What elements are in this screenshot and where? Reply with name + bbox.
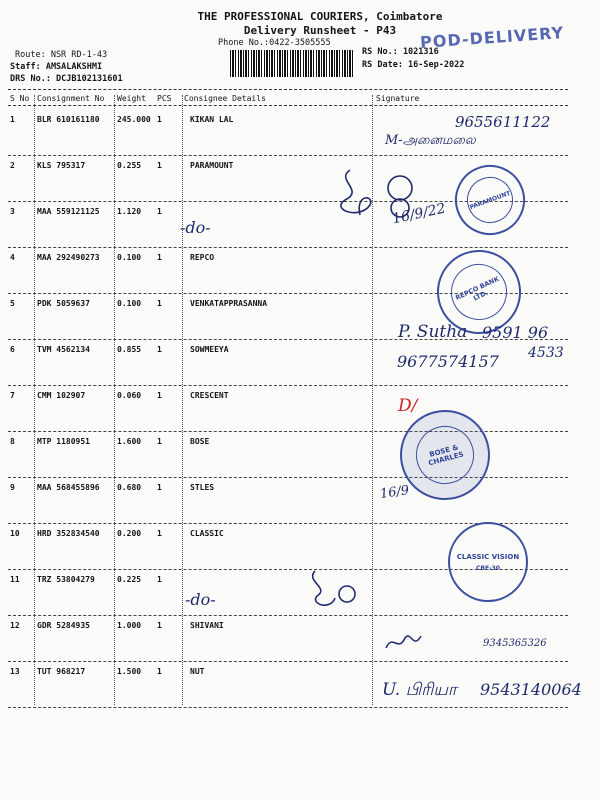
row-pcs: 1 [157,391,162,400]
handwritten-date: 16/9/22 [390,200,448,228]
row-pcs: 1 [157,115,162,124]
row-consignment: TRZ 53804279 [37,575,95,584]
phone-number: Phone No.:0422-3505555 [218,38,331,48]
handwritten-number: 9591 96 [482,323,549,342]
table-row [0,483,600,529]
seal-text: REPCO BANK LTD. [454,274,501,303]
handwritten-name: M-அனைமலை [385,133,476,148]
row-sno: 4 [10,253,15,262]
rs-date: RS Date: 16-Sep-2022 [362,60,465,70]
row-consignment: MAA 292490273 [37,253,100,262]
row-sno: 3 [10,207,15,216]
row-consignee: PARAMOUNT [190,161,234,170]
col-weight: Weight [117,94,146,103]
row-rule [8,707,568,708]
row-sno: 13 [10,667,20,676]
handwritten-mark: D/ [398,396,418,416]
row-consignee: REPCO [190,253,215,262]
row-pcs: 1 [157,253,162,262]
seal-text: PARAMOUNT [468,189,512,211]
handwritten-number: 9543140064 [480,680,582,699]
handwritten-number: 4533 [528,345,564,361]
handwritten-phone: 9655611122 [455,113,551,131]
row-pcs: 1 [157,575,162,584]
row-consignment: MAA 568455896 [37,483,100,492]
document-subtitle: Delivery Runsheet - P43 [243,24,397,37]
signature-scribble [305,566,360,616]
handwritten-ditto: -do- [185,590,216,609]
row-sno: 1 [10,115,15,124]
seal-text: CBE-30 [476,564,500,572]
row-consignee: BOSE [190,437,210,446]
row-consignee: CRESCENT [190,391,229,400]
row-consignee: VENKATAPPRASANNA [190,299,268,308]
row-consignee: SHIVANI [190,621,224,630]
classic-vision-seal [448,522,528,602]
row-weight: 0.855 [117,345,142,354]
row-weight: 1.000 [117,621,142,630]
drs-number: DRS No.: DCJB102131601 [10,74,123,84]
row-weight: 0.255 [117,161,142,170]
row-weight: 1.600 [117,437,142,446]
row-sno: 7 [10,391,15,400]
pod-delivery-stamp: POD-DELIVERY [419,22,565,53]
col-sno: S No [10,94,30,103]
col-signature: Signature [376,94,420,103]
document-title: THE PROFESSIONAL COURIERS, Coimbatore [197,10,443,23]
row-sno: 10 [10,529,20,538]
row-consignment: HRD 352834540 [37,529,100,538]
row-weight: 1.120 [117,207,142,216]
row-rule [8,385,568,386]
row-sno: 5 [10,299,15,308]
row-rule [8,615,568,616]
row-weight: 0.200 [117,529,142,538]
row-consignment: MTP 1180951 [37,437,90,446]
header-rule-bottom [8,105,568,106]
header-rule-top [8,89,568,90]
row-consignee: SOWMEEYA [190,345,229,354]
seal-text: BOSE & CHARLES [427,443,465,468]
handwritten-number: 9345365326 [483,638,547,649]
row-pcs: 1 [157,529,162,538]
row-sno: 12 [10,621,20,630]
handwritten-date: 16/9 [379,483,411,502]
row-consignment: PDK 5059637 [37,299,90,308]
row-weight: 0.225 [117,575,142,584]
row-consignee: STLES [190,483,215,492]
row-weight: 0.100 [117,253,142,262]
seal-text: CLASSIC VISION [456,552,520,561]
row-pcs: 1 [157,299,162,308]
row-pcs: 1 [157,207,162,216]
row-sno: 6 [10,345,15,354]
row-sno: 11 [10,575,20,584]
row-weight: 0.060 [117,391,142,400]
row-pcs: 1 [157,345,162,354]
table-row [0,345,600,391]
table-row [0,391,600,437]
staff-info: Staff: AMSALAKSHMI [10,62,103,72]
row-weight: 0.100 [117,299,142,308]
col-consignment: Consignment No [37,94,105,103]
row-weight: 0.680 [117,483,142,492]
row-consignment: MAA 559121125 [37,207,100,216]
row-rule [8,661,568,662]
handwritten-name: U. பிரியா [382,680,457,700]
rs-number: RS No.: 1021316 [362,47,439,57]
table-row [0,437,600,483]
row-weight: 1.500 [117,667,142,676]
row-consignment: KLS 795317 [37,161,86,170]
row-sno: 8 [10,437,15,446]
route-info: Route: NSR RD-1-43 [15,50,108,60]
row-pcs: 1 [157,483,162,492]
row-pcs: 1 [157,621,162,630]
row-sno: 9 [10,483,15,492]
barcode [230,50,355,77]
row-pcs: 1 [157,437,162,446]
signature-scribble [383,628,423,658]
row-consignment: BLR 610161180 [37,115,100,124]
row-consignee: KIKAN LAL [190,115,234,124]
row-consignee: CLASSIC [190,529,224,538]
row-pcs: 1 [157,161,162,170]
row-consignment: CMM 102907 [37,391,86,400]
col-pcs: PCS [157,94,172,103]
row-consignment: GDR 5284935 [37,621,90,630]
row-sno: 2 [10,161,15,170]
row-weight: 245.000 [117,115,151,124]
row-consignment: TUT 968217 [37,667,86,676]
row-pcs: 1 [157,667,162,676]
row-rule [8,155,568,156]
handwritten-ditto: -do- [180,218,211,237]
row-consignment: TVM 4562134 [37,345,90,354]
row-consignee: NUT [190,667,205,676]
row-rule [8,247,568,248]
handwritten-name: P. Sutha [398,322,468,342]
handwritten-number: 9677574157 [397,352,499,371]
col-consignee: Consignee Details [184,94,266,103]
